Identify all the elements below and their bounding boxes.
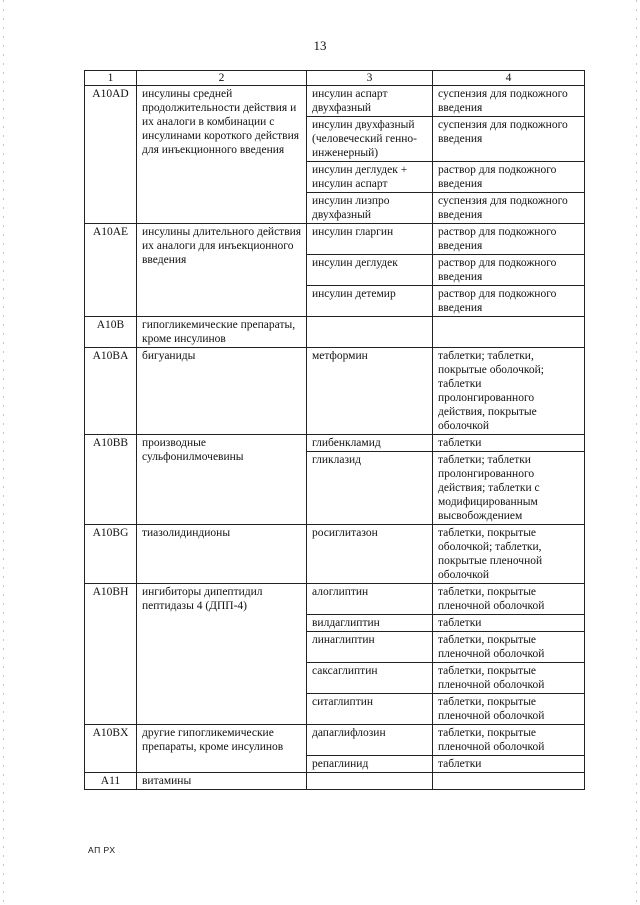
drug-name-cell: инсулин двухфазный (человеческий генно-инженерный)	[307, 117, 433, 162]
right-edge-dots	[636, 0, 637, 905]
drug-name-cell: глибенкламид	[307, 435, 433, 452]
atc-code-cell: A10AE	[85, 224, 137, 317]
atc-code-cell: A10AD	[85, 86, 137, 224]
drug-name-cell: инсулин деглудек	[307, 255, 433, 286]
table-header-row	[85, 71, 585, 86]
table-row	[85, 525, 585, 584]
atc-code-cell: A10BX	[85, 725, 137, 773]
dosage-form-cell: суспензия для подкожного введения	[433, 86, 585, 117]
table-row	[85, 317, 585, 348]
header-cell-4: 4	[433, 71, 585, 86]
dosage-form-cell: таблетки	[433, 756, 585, 773]
dosage-form-cell: таблетки, покрытые пленочной оболочкой	[433, 632, 585, 663]
drug-name-cell: линаглиптин	[307, 632, 433, 663]
table-row	[85, 725, 585, 756]
header-cell-3: 3	[307, 71, 433, 86]
table-row	[85, 773, 585, 790]
table-row	[85, 584, 585, 615]
dosage-form-cell: таблетки, покрытые пленочной оболочкой	[433, 725, 585, 756]
page-number: 13	[313, 38, 327, 53]
drug-table	[84, 70, 585, 790]
footer-mark: АП РХ	[88, 845, 116, 855]
drug-name-cell: инсулин деглудек + инсулин аспарт	[307, 162, 433, 193]
dosage-form-cell: таблетки; таблетки, покрытые оболочкой; таблетки пролонгированного действия, покрытые оболочкой	[433, 348, 585, 435]
left-edge-dots	[3, 0, 4, 905]
group-name-cell: витамины	[137, 773, 307, 790]
atc-code-cell: A10B	[85, 317, 137, 348]
group-name-cell: тиазолидиндионы	[137, 525, 307, 584]
dosage-form-cell	[433, 773, 585, 790]
drug-name-cell: метформин	[307, 348, 433, 435]
drug-name-cell: вилдаглиптин	[307, 615, 433, 632]
drug-name-cell: росиглитазон	[307, 525, 433, 584]
group-name-cell: другие гипогликемические препараты, кроме инсулинов	[137, 725, 307, 773]
group-name-cell: бигуаниды	[137, 348, 307, 435]
drug-name-cell: инсулин детемир	[307, 286, 433, 317]
atc-code-cell: A10BG	[85, 525, 137, 584]
atc-code-cell: A11	[85, 773, 137, 790]
drug-name-cell	[307, 773, 433, 790]
drug-name-cell	[307, 317, 433, 348]
group-name-cell: производные сульфонилмочевины	[137, 435, 307, 525]
dosage-form-cell: суспензия для подкожного введения	[433, 117, 585, 162]
drug-name-cell: дапаглифлозин	[307, 725, 433, 756]
dosage-form-cell: таблетки	[433, 615, 585, 632]
dosage-form-cell: таблетки, покрытые пленочной оболочкой	[433, 663, 585, 694]
group-name-cell: гипогликемические препараты, кроме инсулинов	[137, 317, 307, 348]
dosage-form-cell: раствор для подкожного введения	[433, 286, 585, 317]
dosage-form-cell: таблетки; таблетки пролонгированного действия; таблетки с модифицированным высвобождением	[433, 452, 585, 525]
dosage-form-cell: суспензия для подкожного введения	[433, 193, 585, 224]
dosage-form-cell: раствор для подкожного введения	[433, 162, 585, 193]
drug-name-cell: саксаглиптин	[307, 663, 433, 694]
table-row	[85, 348, 585, 435]
atc-code-cell: A10BA	[85, 348, 137, 435]
dosage-form-cell: таблетки, покрытые оболочкой; таблетки, покрытые пленочной оболочкой	[433, 525, 585, 584]
drug-name-cell: репаглинид	[307, 756, 433, 773]
dosage-form-cell: таблетки, покрытые пленочной оболочкой	[433, 694, 585, 725]
group-name-cell: инсулины длительного действия их аналоги для инъекционного введения	[137, 224, 307, 317]
dosage-form-cell: таблетки, покрытые пленочной оболочкой	[433, 584, 585, 615]
drug-name-cell: ситаглиптин	[307, 694, 433, 725]
dosage-form-cell: таблетки	[433, 435, 585, 452]
table-row	[85, 435, 585, 452]
group-name-cell: инсулины средней продолжительности действия и их аналоги в комбинации с инсулинами короткого действия для инъекционного введения	[137, 86, 307, 224]
header-cell-2: 2	[137, 71, 307, 86]
drug-name-cell: инсулин аспарт двухфазный	[307, 86, 433, 117]
dosage-form-cell	[433, 317, 585, 348]
drug-name-cell: алоглиптин	[307, 584, 433, 615]
dosage-form-cell: раствор для подкожного введения	[433, 224, 585, 255]
dosage-form-cell: раствор для подкожного введения	[433, 255, 585, 286]
table-row	[85, 86, 585, 117]
header-cell-1: 1	[85, 71, 137, 86]
drug-name-cell: инсулин лизпро двухфазный	[307, 193, 433, 224]
table-row	[85, 224, 585, 255]
atc-code-cell: A10BB	[85, 435, 137, 525]
drug-name-cell: гликлазид	[307, 452, 433, 525]
drug-name-cell: инсулин гларгин	[307, 224, 433, 255]
group-name-cell: ингибиторы дипептидил пептидазы 4 (ДПП-4)	[137, 584, 307, 725]
atc-code-cell: A10BH	[85, 584, 137, 725]
